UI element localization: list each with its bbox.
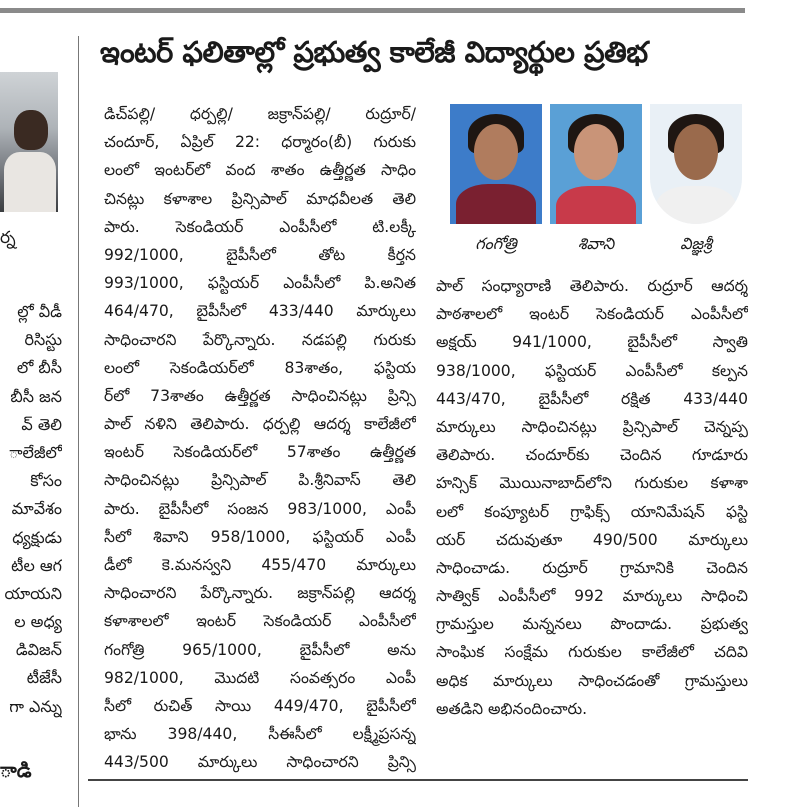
student-photos <box>450 104 740 258</box>
left-fragment-line: డివిజన్ <box>15 640 62 660</box>
article-line: హన్సిక్ మొయినాబాద్‌లోని గురుకుల కళాశా <box>436 474 748 493</box>
article-column-2 <box>436 272 748 723</box>
article-line: అధిక మార్కులు సాధించడంతో గ్రామస్తులు <box>436 671 748 690</box>
article-line: కళాశాలలో ఇంటర్ సెకండియర్ ఎంపీసీలో <box>104 612 416 631</box>
left-fragment-line: వ్ తెలి <box>21 414 62 434</box>
article-line: చినట్లు కళాశాల ప్రిన్సిపాల్ మాధవీలత తెలి <box>104 189 416 208</box>
article-line: డిచ్‌పల్లి/ ధర్పల్లి/ జక్రాన్‌పల్లి/ రుద్రూర్/ <box>104 105 416 123</box>
article-line: 464/470, బైపీసీలో 433/440 మార్కులు <box>104 302 416 321</box>
left-footer-fragment: ాడి <box>0 758 32 782</box>
article-line: లంలో ఇంటర్‌లో వంద శాతం ఉత్తీర్ణత సాధిం <box>104 161 416 180</box>
article-line: ఇంటర్ సెకండియర్‌లో 57శాతం ఉత్తీర్ణత <box>104 443 416 462</box>
article-line: సాధించారని పేర్కొన్నారు. నడపల్లి గురుకు <box>104 330 416 349</box>
photo-caption: విజ్ఞశ్రీ <box>680 234 712 253</box>
left-fragment-line: మావేశం <box>11 499 62 519</box>
left-fragment-line: ల అధ్య <box>14 612 62 632</box>
article-line: చందూర్, ఏప్రిల్ 22: ధర్మారం(బీ) గురుకు <box>104 133 416 152</box>
article-line: పారు. బైపీసీలో సంజన 983/1000, ఎంపీ <box>104 499 416 518</box>
article-line: సీలో శివాని 958/1000, ఫస్టియర్ ఎంపీ <box>104 527 416 546</box>
article-line: పాల్ సంధ్యారాణి తెలిపారు. రుద్రూర్ ఆదర్శ <box>436 277 748 295</box>
student-photo-3 <box>650 104 742 224</box>
article-line: గంగోత్రి 965/1000, బైపీసీలో అను <box>104 640 416 659</box>
left-fragment-line: టీజేసీ <box>26 668 62 688</box>
column-divider <box>78 36 79 807</box>
student-photo-2 <box>550 104 642 224</box>
left-cropped-photo <box>0 72 58 212</box>
bottom-rule <box>88 779 748 781</box>
article-line: అక్షయ్ 941/1000, బైపీసీలో స్వాతి <box>436 333 748 352</box>
article-line: పాఠశాలలో ఇంటర్ సెకండియర్ ఎంపీసీలో <box>436 305 748 324</box>
article-line: మార్కులు సాధించినట్లు ప్రిన్సిపాల్ చెన్నప్ప <box>436 417 748 436</box>
left-fragment-line: బీసీ జన <box>10 386 62 406</box>
article-line: లంలో సెకండియర్‌లో 83శాతం, ఫస్టియ <box>104 358 416 377</box>
top-rule <box>0 8 745 13</box>
article-column-1 <box>104 100 416 777</box>
article-line: 982/1000, మొదటి సంవత్సరం ఎంపీ <box>104 668 416 687</box>
left-fragment-line: లో బీసీ <box>16 358 62 378</box>
left-fragment-line: ధ్యక్షుడు <box>12 527 62 547</box>
article-line: 938/1000, ఫస్టియర్ ఎంపీసీలో కల్పన <box>436 361 748 380</box>
left-fragment-line: కోసం <box>30 471 62 491</box>
article-line: 993/1000, ఫస్టియర్ ఎంపీసీలో పి.అనిత <box>104 274 416 293</box>
article-headline: ఇంటర్ ఫలితాల్లో ప్రభుత్వ కాలేజీ విద్యార్థుల ప్రతిభ <box>100 35 648 69</box>
article-line: సాధించినట్లు ప్రిన్సిపాల్ పి.శ్రీనివాస్ తెలి <box>104 471 416 490</box>
article-line: తెలిపారు. చందూర్‌కు చెందిన గూడూరు <box>436 446 748 465</box>
left-fragment-line: యాయని <box>4 583 62 603</box>
left-caption-fragment: ర్న <box>0 228 16 248</box>
article-line: గ్రామస్తుల మన్ననలు పొందాడు. ప్రభుత్వ <box>436 615 748 634</box>
article-line: పారు. సెకండియర్ ఎంపీసీలో టి.లక్కీ <box>104 217 416 236</box>
article-line: ర్‌లో 73శాతం ఉత్తీర్ణత సాధించినట్లు ప్రిన్సి <box>104 386 416 405</box>
photo-caption: గంగోత్రి <box>475 234 517 253</box>
left-fragment-line: టీల ఆగ <box>11 555 62 575</box>
article-line: 443/500 మార్కులు సాధించారని ప్రిన్సి <box>104 753 416 772</box>
photo-caption: శివాని <box>577 234 615 253</box>
article-line: డీలో కె.మనస్వని 455/470 మార్కులు <box>104 556 416 574</box>
article-line: యర్ చదువుతూ 490/500 మార్కులు <box>436 530 748 549</box>
article-line: సాధించారని పేర్కొన్నారు. జక్రాన్‌పల్లి ఆదర్శ <box>104 584 416 603</box>
left-fragment-line: గా ఎన్ను <box>9 696 62 716</box>
article-line: లలో కంప్యూటర్ గ్రాఫిక్స్ యానిమేషన్ ఫస్టి <box>436 502 748 521</box>
article-line: భాను 398/440, సీఈసీలో లక్ష్మీప్రసన్న <box>104 725 416 744</box>
article-line: పాల్ నళిని తెలిపారు. ధర్పల్లి ఆదర్శ కాలేజీలో <box>104 415 416 434</box>
article-line: 443/470, బైపీసీలో రక్షిత 433/440 <box>436 389 748 408</box>
student-photo-1 <box>450 104 542 224</box>
article-line: సాధించాడు. రుద్రూర్ గ్రామానికి చెందిన <box>436 558 748 577</box>
article-line: అతడిని అభినందించారు. <box>436 699 588 718</box>
article-line: సీలో రుచిత్ సాయి 449/470, బైపీసీలో <box>104 696 416 715</box>
article-line: 992/1000, బైపీసీలో తోట కీర్తన <box>104 245 416 264</box>
left-fragment-line: ాలేజీలో <box>9 442 62 462</box>
article-line: సాంఘిక సంక్షేమ గురుకుల కాలేజీలో చదివి <box>436 643 748 662</box>
left-fragment-line: రిసిస్టు <box>24 330 62 350</box>
article-line: సాత్విక్ ఎంపీసీలో 992 మార్కులు సాధించి <box>436 587 748 606</box>
left-fragment-line: ల్లో వీడీ <box>17 302 62 321</box>
left-text-fragments <box>0 298 62 721</box>
